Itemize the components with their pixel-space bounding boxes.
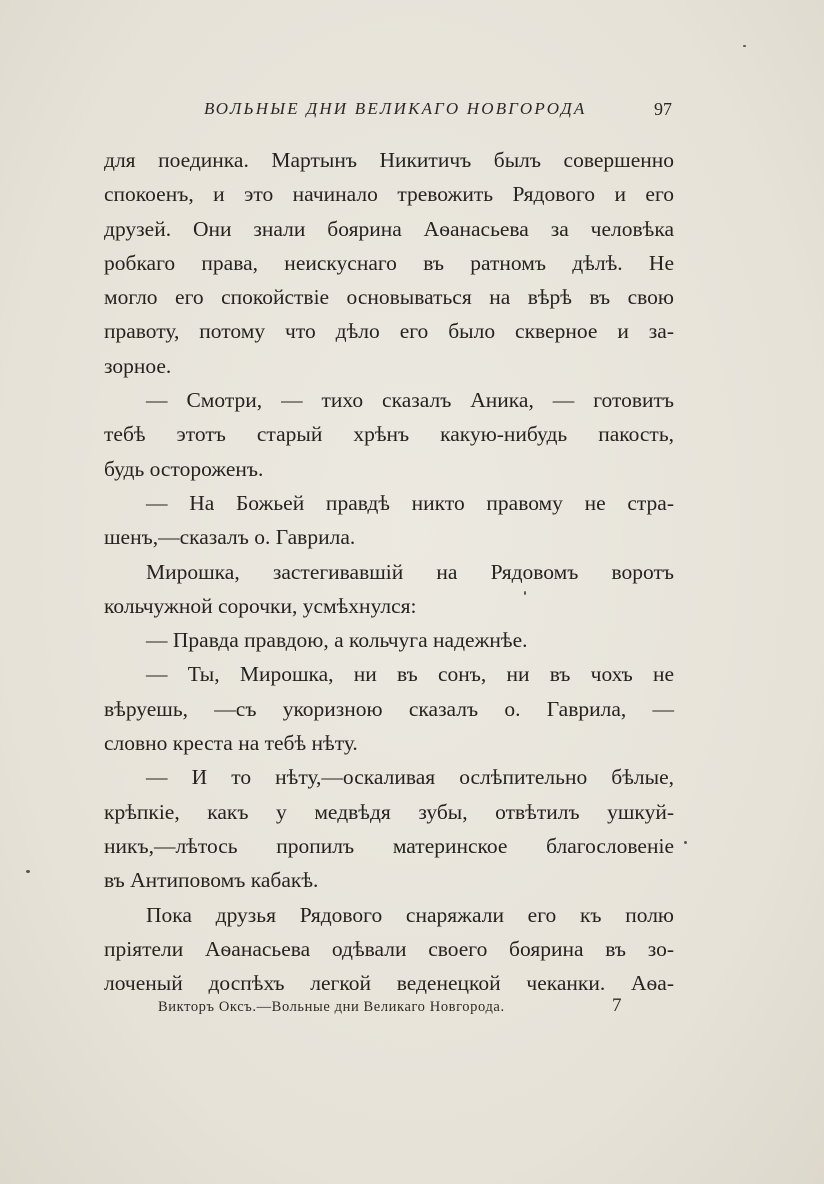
- signature-number: 7: [612, 995, 622, 1016]
- page-header: [104, 99, 674, 127]
- scan-speck: [26, 870, 30, 873]
- scan-speck: [743, 45, 746, 47]
- text-line: — Ты, Мирошка, ни въ сонъ, ни въ чохъ не: [146, 662, 674, 687]
- text-line: тебѣ этотъ старый хрѣнъ какую-нибудь пакость,: [104, 422, 674, 447]
- text-line: лоченый доспѣхъ легкой веденецкой чеканки. Аѳа-: [104, 971, 674, 996]
- text-line: словно креста на тебѣ нѣту.: [104, 731, 358, 756]
- text-line: Пока друзья Рядового снаряжали его къ полю: [146, 902, 674, 927]
- text-line: будь остороженъ.: [104, 456, 264, 481]
- text-line: спокоенъ, и это начинало тревожить Рядового и его: [104, 182, 674, 207]
- page-footer: [158, 995, 638, 1023]
- scan-speck: [684, 841, 687, 844]
- text-line: шенъ,—сказалъ о. Гаврила.: [104, 525, 356, 550]
- text-line: пріятели Аѳанасьева одѣвали своего боярина въ зо-: [104, 936, 674, 961]
- text-line: — И то нѣту,—оскаливая ослѣпительно бѣлые,: [146, 765, 674, 790]
- text-line: вѣруешь, —съ укоризною сказалъ о. Гаврила, —: [104, 696, 674, 721]
- text-line: въ Антиповомъ кабакѣ.: [104, 868, 319, 893]
- scan-speck: [524, 591, 526, 595]
- text-line: крѣпкіе, какъ у медвѣдя зубы, отвѣтилъ ушкуй-: [104, 799, 674, 824]
- text-line: — На Божьей правдѣ никто правому не стра-: [146, 490, 674, 515]
- text-line: робкаго права, неискуснаго въ ратномъ дѣлѣ. Не: [104, 250, 674, 275]
- text-line: правоту, потому что дѣло его было скверное и за-: [104, 319, 674, 344]
- text-line: могло его спокойствіе основываться на вѣрѣ въ свою: [104, 285, 674, 310]
- text-line: никъ,—лѣтось пропилъ материнское благословеніе: [104, 833, 674, 858]
- text-line: Мирошка, застегивавшій на Рядовомъ воротъ: [146, 559, 674, 584]
- text-line: кольчужной сорочки, усмѣхнулся:: [104, 593, 417, 618]
- body-text: [104, 143, 674, 1000]
- text-line: для поединка. Мартынъ Никитичъ былъ совершенно: [104, 148, 674, 172]
- signature-line: Викторъ Оксъ.—Вольные дни Великаго Новгорода.: [158, 999, 505, 1015]
- page-number: 97: [654, 99, 672, 119]
- running-title: ВОЛЬНЫЕ ДНИ ВЕЛИКАГО НОВГОРОДА: [204, 99, 587, 118]
- text-line: зорное.: [104, 353, 172, 378]
- text-line: друзей. Они знали боярина Аѳанасьева за человѣка: [104, 216, 674, 241]
- text-line: — Смотри, — тихо сказалъ Аника, — готовитъ: [146, 388, 674, 413]
- text-line: — Правда правдою, а кольчуга надежнѣе.: [146, 628, 528, 653]
